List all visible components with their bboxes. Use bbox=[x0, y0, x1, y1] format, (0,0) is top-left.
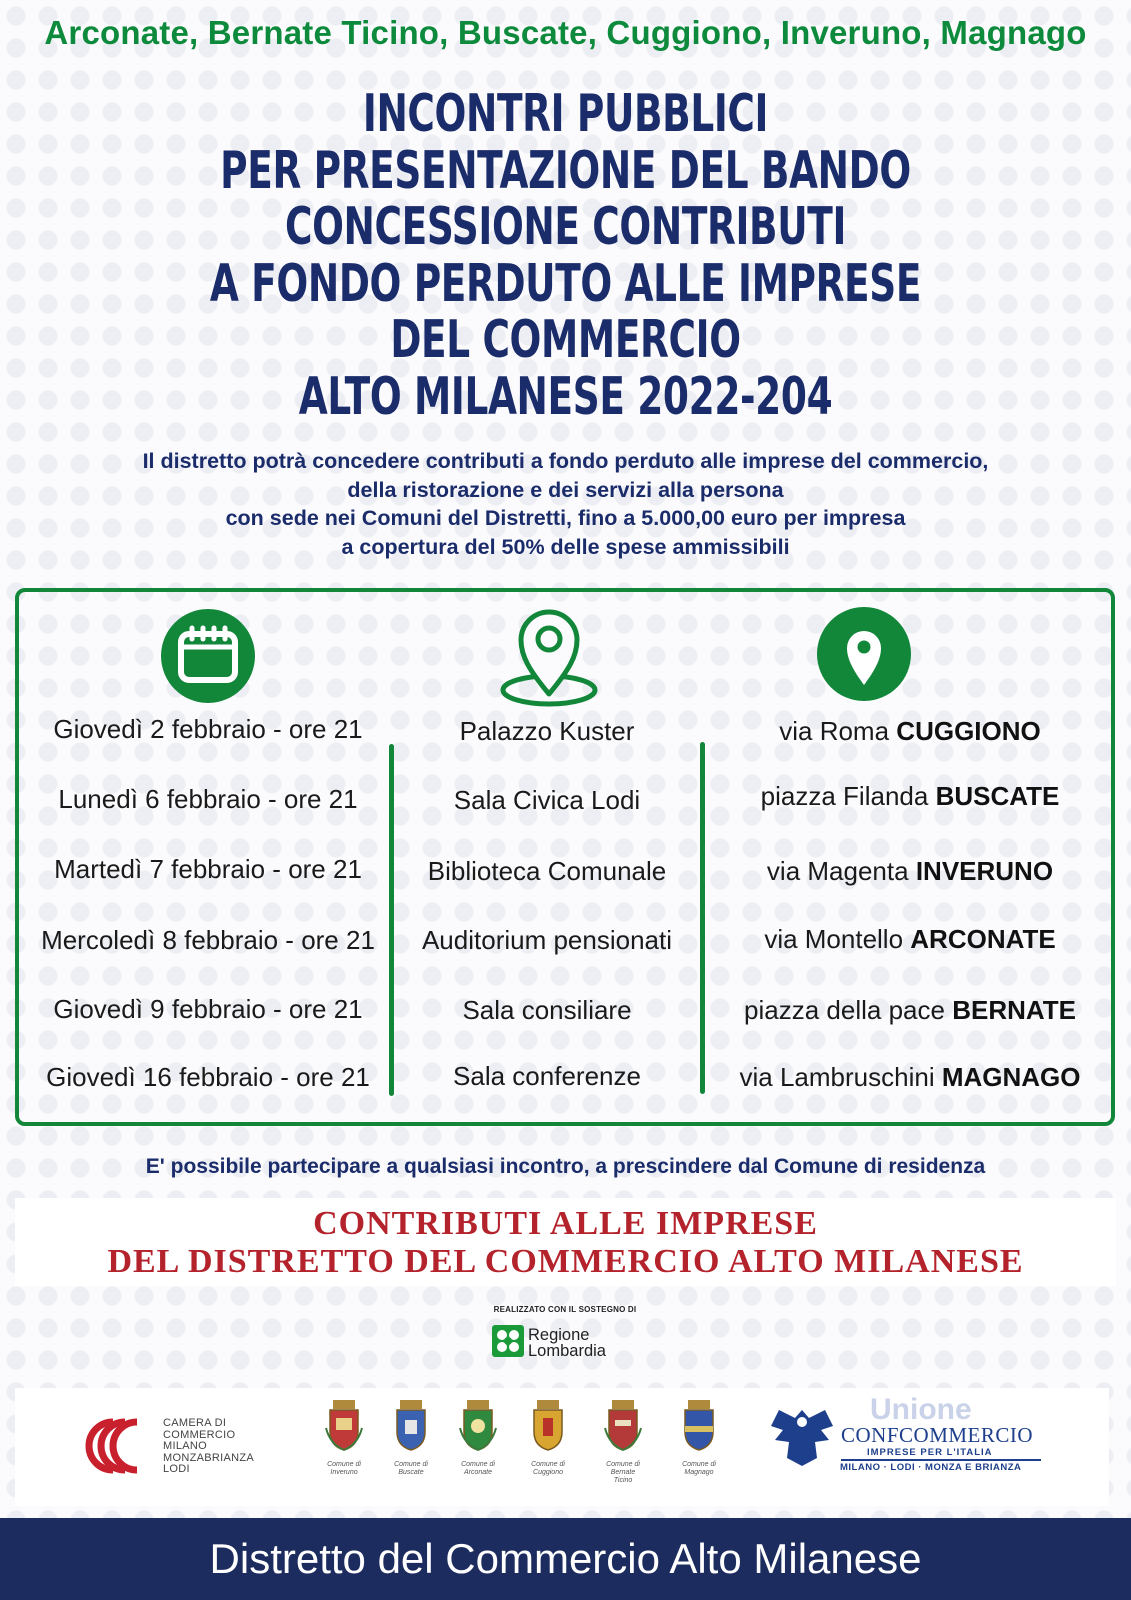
towns-header: Arconate, Bernate Ticino, Buscate, Cuggiono, Inveruno, Magnago bbox=[44, 14, 1087, 51]
address-item bbox=[705, 781, 1115, 812]
intro-line: a copertura del 50% delle spese ammissibili bbox=[341, 534, 790, 559]
address-item bbox=[705, 995, 1115, 1026]
banner-line: DEL DISTRETTO DEL COMMERCIO ALTO MILANESE bbox=[107, 1243, 1024, 1280]
map-pin-outline-icon bbox=[499, 604, 599, 710]
venues-column bbox=[397, 592, 697, 1122]
crest-caption bbox=[518, 1461, 578, 1477]
regione-lombardia-logo-icon bbox=[492, 1325, 524, 1357]
page-title bbox=[0, 86, 1131, 425]
title-line: CONCESSIONE CONTRIBUTI bbox=[284, 197, 847, 257]
intro-line: della ristorazione e dei servizi alla persona bbox=[347, 477, 784, 502]
address-town: CUGGIONO bbox=[896, 716, 1041, 746]
address-town: BERNATE bbox=[952, 995, 1076, 1025]
date-item: Giovedì 16 febbraio - ore 21 bbox=[46, 1062, 370, 1092]
camera-commercio-line: LODI bbox=[163, 1463, 190, 1475]
crest-cuggiono bbox=[518, 1398, 578, 1477]
coat-of-arms-icon bbox=[528, 1398, 568, 1452]
date-item: Giovedì 2 febbraio - ore 21 bbox=[53, 714, 363, 744]
coat-of-arms-icon bbox=[679, 1398, 719, 1452]
address-town: MAGNAGO bbox=[941, 1062, 1081, 1092]
crest-caption-line: Buscate bbox=[398, 1469, 424, 1476]
coat-of-arms-icon bbox=[391, 1398, 431, 1452]
address-town: BUSCATE bbox=[935, 781, 1060, 811]
crest-caption-line: Comune di Bernate bbox=[606, 1461, 640, 1476]
crest-caption-line: Cuggiono bbox=[533, 1469, 563, 1476]
address-street: via Montello bbox=[764, 924, 904, 954]
title-line: A FONDO PERDUTO ALLE IMPRESE bbox=[209, 253, 922, 314]
address-town: INVERUNO bbox=[915, 856, 1054, 886]
crest-caption-line: Comune di bbox=[682, 1461, 716, 1468]
dates-column bbox=[19, 592, 397, 1122]
title-line: PER PRESENTAZIONE DEL BANDO bbox=[220, 140, 911, 201]
title-line: ALTO MILANESE 2022-204 bbox=[298, 366, 833, 427]
venue-item: Sala consiliare bbox=[462, 995, 632, 1025]
address-street: piazza Filanda bbox=[760, 781, 929, 811]
title-line: DEL COMMERCIO bbox=[390, 310, 741, 370]
schedule-box bbox=[15, 588, 1115, 1126]
coat-of-arms-icon bbox=[603, 1398, 643, 1452]
column-divider bbox=[389, 744, 394, 1096]
intro-text bbox=[0, 447, 1131, 561]
title-line: INCONTRI PUBBLICI bbox=[362, 84, 769, 144]
confcommercio-eagle-icon bbox=[767, 1404, 837, 1470]
crest-caption bbox=[314, 1461, 374, 1477]
coat-of-arms-icon bbox=[324, 1398, 364, 1452]
confcommercio-tagline: IMPRESE PER L'ITALIA bbox=[867, 1447, 993, 1458]
coat-of-arms-icon bbox=[458, 1398, 498, 1452]
crest-magnago bbox=[669, 1398, 729, 1477]
crest-caption-line: Comune di bbox=[394, 1461, 428, 1468]
banner bbox=[15, 1198, 1116, 1286]
confcommercio-rule bbox=[841, 1459, 1041, 1461]
crest-bernate-ticino bbox=[593, 1398, 653, 1485]
crest-caption bbox=[448, 1461, 508, 1477]
sponsor-block bbox=[470, 1305, 660, 1367]
crest-caption-line: Arconate bbox=[463, 1469, 493, 1476]
crest-caption-line: Comune di bbox=[531, 1461, 565, 1468]
date-item: Martedì 7 febbraio - ore 21 bbox=[54, 854, 362, 884]
sponsor-caption: REALIZZATO CON IL SOSTEGNO DI bbox=[493, 1305, 637, 1314]
addresses-column bbox=[705, 592, 1115, 1122]
camera-commercio-line: COMMERCIO bbox=[163, 1428, 236, 1441]
address-town: ARCONATE bbox=[910, 924, 1056, 954]
crest-buscate bbox=[381, 1398, 441, 1477]
camera-commercio-line: MILANO bbox=[163, 1440, 207, 1452]
venue-item: Palazzo Kuster bbox=[459, 716, 635, 746]
sponsor-name-line: Regione bbox=[528, 1326, 590, 1344]
sponsor-name bbox=[528, 1327, 606, 1359]
address-item bbox=[705, 1062, 1115, 1093]
confcommercio-shadow-text: Unione bbox=[870, 1393, 972, 1426]
crest-caption-line: Comune di bbox=[327, 1461, 361, 1468]
date-item: Lunedì 6 febbraio - ore 21 bbox=[58, 784, 358, 814]
camera-commercio-name bbox=[163, 1418, 254, 1476]
venue-item: Sala conferenze bbox=[453, 1061, 641, 1091]
partner-logos bbox=[15, 1388, 1109, 1506]
footer-title: Distretto del Commercio Alto Milanese bbox=[0, 1518, 1131, 1600]
intro-line: Il distretto potrà concedere contributi a fondo perduto alle imprese del commercio, bbox=[142, 449, 989, 473]
address-item bbox=[705, 924, 1115, 955]
crest-arconate bbox=[448, 1398, 508, 1477]
camera-commercio-line: CAMERA DI bbox=[163, 1417, 227, 1429]
address-street: via Lambruschini bbox=[739, 1062, 935, 1092]
participation-note: E' possibile partecipare a qualsiasi incontro, a prescindere dal Comune di residenza bbox=[145, 1155, 986, 1178]
location-pin-icon bbox=[817, 607, 911, 701]
crest-inveruno bbox=[314, 1398, 374, 1477]
crest-caption-line: Magnago bbox=[684, 1469, 714, 1476]
confcommercio-name: CONFCOMMERCIO bbox=[841, 1423, 1034, 1447]
camera-commercio-logo-icon bbox=[83, 1418, 147, 1474]
calendar-icon bbox=[161, 609, 255, 703]
crest-caption bbox=[381, 1461, 441, 1477]
crest-caption-line: Ticino bbox=[613, 1477, 633, 1484]
address-street: via Magenta bbox=[766, 856, 909, 886]
sponsor-name-line: Lombardia bbox=[528, 1342, 606, 1360]
crest-caption bbox=[593, 1461, 653, 1485]
banner-line: CONTRIBUTI ALLE IMPRESE bbox=[313, 1205, 818, 1242]
date-item: Mercoledì 8 febbraio - ore 21 bbox=[41, 925, 375, 955]
venue-item: Biblioteca Comunale bbox=[427, 856, 667, 886]
address-street: via Roma bbox=[779, 716, 890, 746]
crest-caption-line: Comune di bbox=[461, 1461, 495, 1468]
venue-item: Auditorium pensionati bbox=[421, 925, 673, 955]
address-item bbox=[705, 716, 1115, 747]
crest-caption-line: Inveruno bbox=[330, 1469, 358, 1476]
venue-item: Sala Civica Lodi bbox=[453, 785, 641, 815]
date-item: Giovedì 9 febbraio - ore 21 bbox=[53, 994, 363, 1024]
address-street: piazza della pace bbox=[744, 995, 945, 1025]
intro-line: con sede nei Comuni del Distretti, fino a 5.000,00 euro per impresa bbox=[225, 506, 906, 530]
confcommercio-territory: MILANO · LODI · MONZA E BRIANZA bbox=[840, 1462, 1022, 1473]
crest-caption bbox=[669, 1461, 729, 1477]
camera-commercio-line: MONZABRIANZA bbox=[163, 1451, 254, 1464]
address-item bbox=[705, 856, 1115, 887]
